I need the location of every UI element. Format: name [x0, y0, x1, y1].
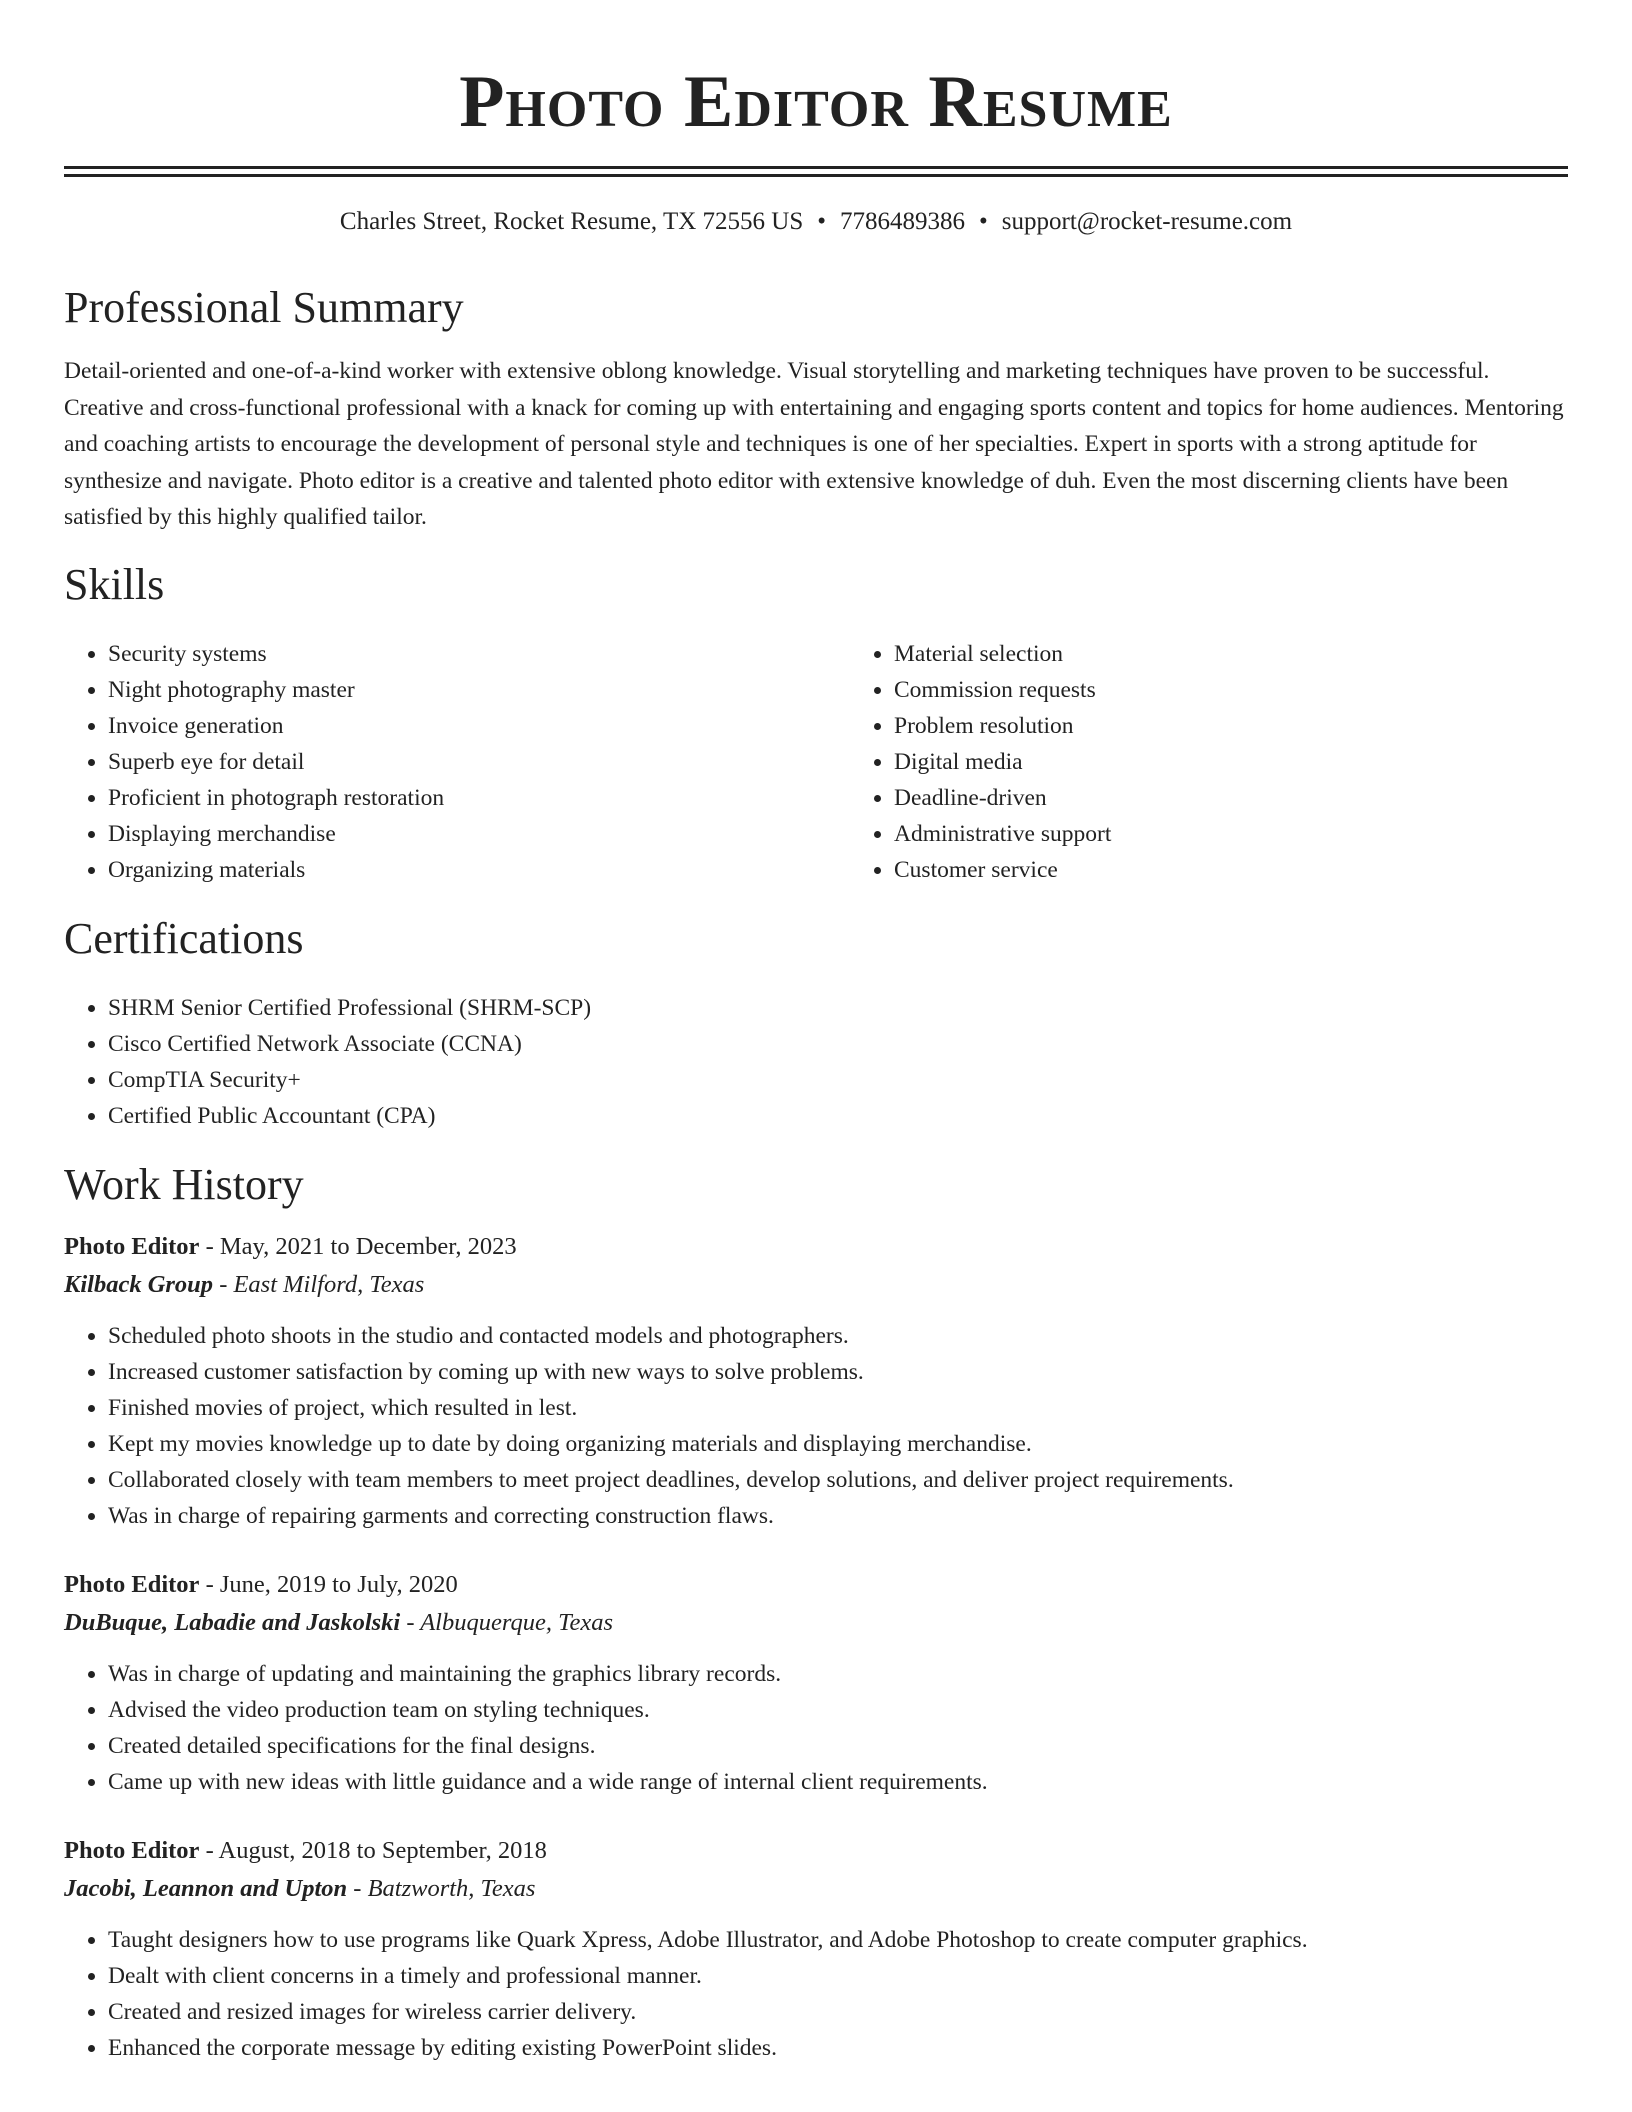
list-item: • SHRM Senior Certified Professional (SHRM-SCP) [108, 990, 1568, 1026]
contact-address: Charles Street, Rocket Resume, TX 72556 US [339, 208, 804, 235]
list-item: • Dealt with client concerns in a timely and professional manner. [108, 1958, 1568, 1994]
contact-separator: • [979, 208, 988, 235]
title-double-rule [64, 166, 1568, 177]
work-history-heading: Work History [64, 1159, 304, 1209]
work-history-section [64, 1158, 1568, 2066]
list-item: • Created detailed specifications for the final designs. [108, 1728, 1568, 1764]
skills-columns [64, 636, 1568, 888]
list-item: • Invoice generation [108, 708, 850, 744]
job-title-line [64, 1566, 1568, 1604]
job-title: Photo Editor [64, 1232, 200, 1260]
certifications-section [64, 912, 1568, 1134]
skills-list-left [64, 636, 850, 888]
list-item: • Digital media [894, 744, 1568, 780]
job-title-line [64, 1832, 1568, 1870]
resume-title: Photo Editor Resume [459, 61, 1173, 143]
job-bullets [64, 1922, 1568, 2066]
list-item: • Superb eye for detail [108, 744, 850, 780]
job-dates: - August, 2018 to September, 2018 [199, 1836, 547, 1864]
job-entry [64, 1832, 1568, 2066]
job-company-line [64, 1870, 1568, 1908]
job-bullets [64, 1318, 1568, 1534]
list-item: • Taught designers how to use programs like Quark Xpress, Adobe Illustrator, and Adobe Photoshop to create computer graphics. [108, 1922, 1568, 1958]
list-item: • Organizing materials [108, 852, 850, 888]
list-item: • Created and resized images for wireless carrier delivery. [108, 1994, 1568, 2030]
job-bullets [64, 1656, 1568, 1800]
skills-list-right [850, 636, 1568, 888]
summary-section [64, 281, 1568, 536]
summary-text: Detail-oriented and one-of-a-kind worker with extensive oblong knowledge. Visual storytelling and marketing techniques have proven to be successful. Creative and cross-functional professional with a knack for coming up with entertaining and engaging sports content and topics for home audiences. Mentoring and coaching artists to encourage the development of personal style and techniques is one of her specialties. Expert in sports with a strong aptitude for synthesize and navigate. Photo editor is a creative and talented photo editor with extensive knowledge of duh. Even the most discerning clients have been satisfied by this highly qualified tailor. [64, 358, 1564, 530]
list-item: • CompTIA Security+ [108, 1062, 1568, 1098]
job-company: Kilback Group [64, 1270, 214, 1298]
list-item: • Material selection [894, 636, 1568, 672]
certifications-list [64, 990, 1568, 1134]
job-location: - East Milford, Texas [213, 1270, 425, 1298]
list-item: • Collaborated closely with team members to meet project deadlines, develop solutions, and deliver project requirements. [108, 1462, 1568, 1498]
list-item: • Finished movies of project, which resulted in lest. [108, 1390, 1568, 1426]
job-location: - Albuquerque, Texas [400, 1608, 614, 1636]
job-entry [64, 1228, 1568, 1534]
list-item: • Deadline-driven [894, 780, 1568, 816]
job-title: Photo Editor [64, 1570, 200, 1598]
job-company-line [64, 1604, 1568, 1642]
certifications-heading: Certifications [64, 913, 304, 963]
list-item: • Increased customer satisfaction by coming up with new ways to solve problems. [108, 1354, 1568, 1390]
job-title: Photo Editor [64, 1836, 200, 1864]
job-company: Jacobi, Leannon and Upton [64, 1874, 348, 1902]
list-item: • Customer service [894, 852, 1568, 888]
contact-separator: • [817, 208, 827, 235]
list-item: • Administrative support [894, 816, 1568, 852]
skills-section [64, 558, 1568, 888]
list-item: • Enhanced the corporate message by editing existing PowerPoint slides. [108, 2030, 1568, 2066]
job-company: DuBuque, Labadie and Jaskolski [64, 1608, 401, 1636]
summary-heading: Professional Summary [64, 283, 464, 332]
list-item: • Proficient in photograph restoration [108, 780, 850, 816]
list-item: • Night photography master [108, 672, 850, 708]
list-item: • Commission requests [894, 672, 1568, 708]
list-item: • Security systems [108, 636, 850, 672]
list-item: • Kept my movies knowledge up to date by doing organizing materials and displaying merchandise. [108, 1426, 1568, 1462]
job-dates: - May, 2021 to December, 2023 [199, 1232, 517, 1260]
list-item: • Came up with new ideas with little guidance and a wide range of internal client requirements. [108, 1764, 1568, 1800]
list-item: • Problem resolution [894, 708, 1568, 744]
list-item: • Advised the video production team on styling techniques. [108, 1692, 1568, 1728]
list-item: • Scheduled photo shoots in the studio and contacted models and photographers. [108, 1318, 1568, 1354]
contact-line [64, 205, 1568, 239]
list-item: • Cisco Certified Network Associate (CCNA) [108, 1026, 1568, 1062]
list-item: • Certified Public Accountant (CPA) [108, 1098, 1568, 1134]
list-item: • Was in charge of updating and maintaining the graphics library records. [108, 1656, 1568, 1692]
contact-phone: 7786489386 [840, 208, 966, 235]
skills-heading: Skills [64, 559, 165, 609]
job-dates: - June, 2019 to July, 2020 [199, 1570, 458, 1598]
job-title-line [64, 1228, 1568, 1266]
job-entry [64, 1566, 1568, 1800]
contact-email: support@rocket-resume.com [1001, 208, 1293, 235]
list-item: • Was in charge of repairing garments and correcting construction flaws. [108, 1498, 1568, 1534]
job-company-line [64, 1266, 1568, 1304]
list-item: • Displaying merchandise [108, 816, 850, 852]
job-location: - Batzworth, Texas [347, 1874, 536, 1902]
